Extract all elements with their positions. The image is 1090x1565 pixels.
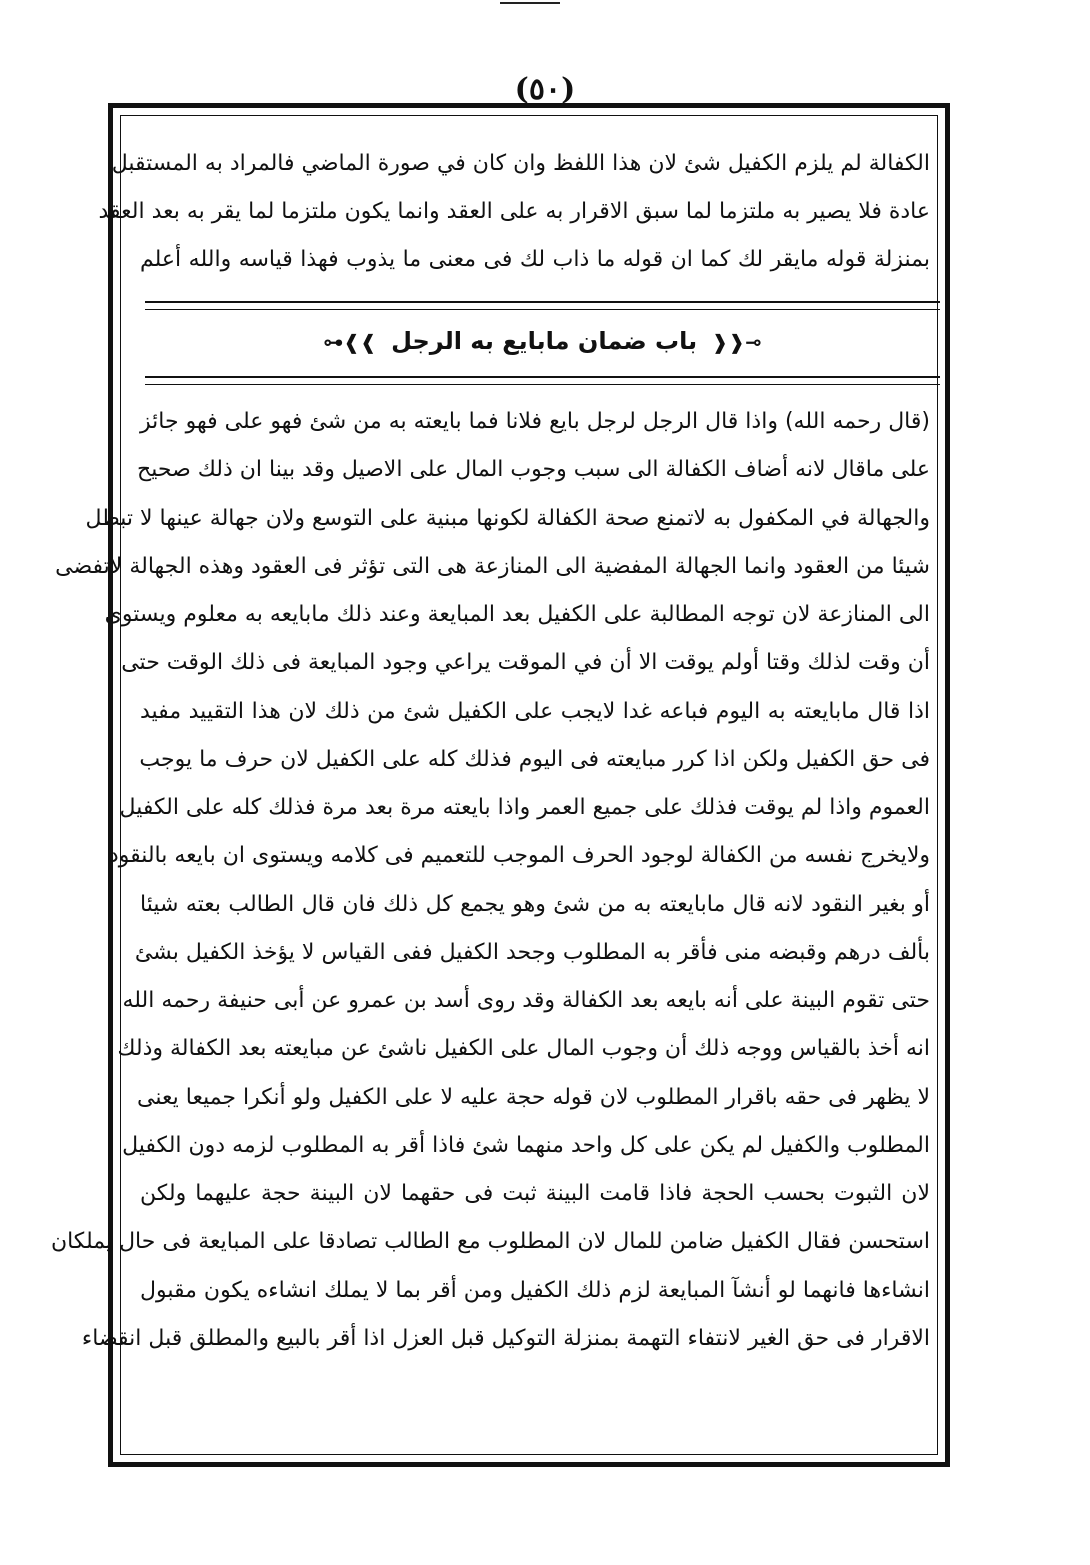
text-line: على ماقال لانه أضاف الكفالة الى سبب وجوب المال على الاصيل وقد بينا ان ذلك صحيح [137, 457, 930, 483]
text-line: الاقرار فى حق الغير لانتفاء التهمة بمنزلة التوكيل قبل العزل اذا أقر بالبيع والمطلق قبل انقضاء [81, 1325, 930, 1351]
text-line: لان الثبوت بحسب الحجة فاذا قامت البينة ثبت فى حقهما لان البينة حجة عليهما ولكن [140, 1181, 930, 1206]
text-line: المطلوب والكفيل لم يكن على كل واحد منهما شئ فاذا أقر به المطلوب لزمه دون الكفيل [122, 1132, 930, 1158]
text-line: أن وقت لذلك وقتا أولم يوقت الا أن في الموقت يراعي وجود المبايعة فى ذلك الوقت حتى [121, 650, 930, 676]
page-number: (٥٠) [514, 72, 576, 107]
text-line: حتى تقوم البينة على أنه بايعه بعد الكفالة وقد روى أسد بن عمرو عن أبى حنيفة رحمه الله [122, 988, 930, 1013]
text-line: (قال رحمه الله) واذا قال الرجل لرجل بايع فلانا فما بايعته به من شئ فهو على فهو جائز [140, 409, 930, 434]
text-line: بألف درهم وقبضه منى فأقر به المطلوب وجحد الكفيل ففى القياس لا يؤخذ الكفيل بشئ [134, 939, 930, 965]
text-line: ولايخرج نفسه من الكفالة لوجود الحرف الموجب للتعميم فى كلامه ويستوى ان بايعه بالنقود [108, 843, 930, 869]
paragraph-top [98, 140, 930, 284]
text-line: انشاءها فانهما لو أنشآ المبايعة لزم ذلك الكفيل ومن أقر بما لا يملك انشاءه يكون مقبول [140, 1277, 930, 1303]
text-line: الكفالة لم يلزم الكفيل شئ لان هذا اللفظ وان كان في صورة الماضي فالمراد به المستقبل [111, 151, 930, 176]
divider-rule [145, 301, 940, 310]
text-line: أو بغير النقود لانه قال مابايعته به من شئ وهو يجمع كل ذلك فان قال الطالب بعته شيئا [140, 891, 930, 917]
text-line: استحسن فقال الكفيل ضامن للمال لان المطلوب مع الطالب تصادقا على المبايعة فى حال يملكان [50, 1229, 930, 1255]
ornament-left-icon: ⊸❰❰ [711, 330, 762, 354]
text-line: انه أخذ بالقياس ووجه ذلك أن وجوب المال على الكفيل ناشئ عن مبايعته بعد الكفالة وذلك [117, 1036, 930, 1062]
top-decorative-mark [500, 2, 560, 7]
ornament-right-icon: ❱❱⊷ [323, 330, 377, 354]
divider-rule [145, 376, 940, 385]
text-line: عادة فلا يصير به ملتزما لما سبق الاقرار به على العقد وانما يكون ملتزما لما يقر به بعد العقد [98, 199, 930, 224]
text-line: اذا قال مابايعته به اليوم فباعه غدا لايجب على الكفيل شئ من ذلك لان هذا التقييد مفيد [140, 698, 930, 724]
text-line: شيئا من العقود وانما الجهالة المفضية الى المنازعة هى التى تؤثر فى العقود وهذه الجهالة لاتفضى [55, 553, 930, 579]
text-line: والجهالة في المكفول به لاتمنع صحة الكفالة لكونها مبنية على التوسع ولان جهالة عينها لا تبطل [85, 505, 930, 531]
text-line: بمنزلة قوله مايقر لك كما ان قوله ما ذاب لك فى معنى ما يذوب فهذا قياسه والله أعلم [140, 247, 930, 272]
text-line: العموم واذا لم يوقت فذلك على جميع العمر واذا بايعته مرة بعد مرة فذلك كله على الكفيل [119, 795, 930, 820]
text-line: الى المنازعة لان توجه المطالبة على الكفيل بعد المبايعة وعند ذلك مابايعه به معلوم ويستوى [104, 602, 930, 627]
text-line: فى حق الكفيل ولكن اذا كرر مبايعته فى اليوم فذلك كله على الكفيل لان حرف ما يوجب [139, 746, 930, 772]
paragraph-main [50, 398, 930, 1363]
chapter-title: باب ضمان مابايع به الرجل [391, 327, 698, 355]
chapter-heading [145, 318, 940, 364]
text-line: لا يظهر فى حقه باقرار المطلوب لان قوله حجة عليه لا على الكفيل ولو أنكرا جميعا يعنى [137, 1084, 930, 1110]
